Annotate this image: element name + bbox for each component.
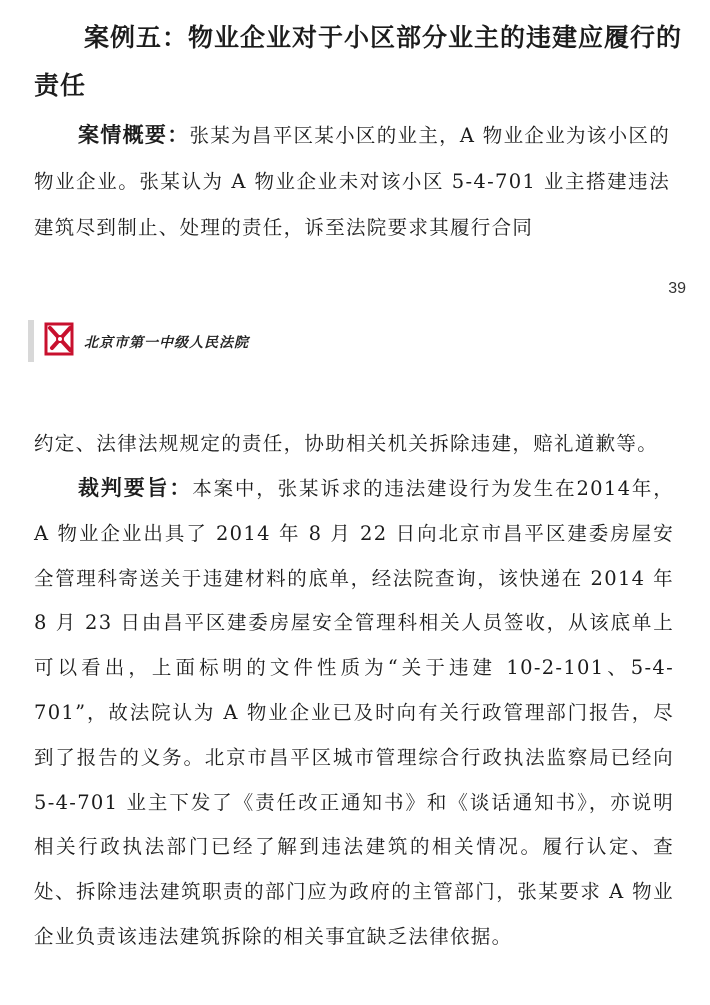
header-rule [28,320,34,362]
case-summary-paragraph [34,112,670,251]
ruling-paragraph [34,466,674,960]
ruling-text: 本案中，张某诉求的违法建设行为发生在2014年，A 物业企业出具了 2014 年 8 月 22 日向北京市昌平区建委房屋安全管理科寄送关于违建材料的底单，经法院查询，该快递在 2014 年 8 月 23 日由昌平区建委房屋安全管理科相关人员签收，从该底单上可以看出，上面标明的文件性质为“关于违建 10-2-101、5-4-701”，故法院认为 A 物业企业已及时向有关行政管理部门报告，尽到了报告的义务。北京市昌平区城市管理综合行政执法监察局已经向 5-4-701 业主下发了《责任改正通知书》和《谈话通知书》，亦说明相关行政执法部门已经了解到违法建筑的相关情况。履行认定、查处、拆除违法建筑职责的部门应为政府的主管部门，张某要求 A 物业企业负责该违法建筑拆除的相关事宜缺乏法律依据。 [34,477,674,948]
continued-paragraph: 约定、法律法规规定的责任，协助相关机关拆除违建，赔礼道歉等。 [34,432,659,455]
page-number: 39 [668,280,686,297]
ruling-label: 裁判要旨： [78,476,193,500]
case-heading: 案例五：物业企业对于小区部分业主的违建应履行的责任 [34,23,683,100]
case-summary-label: 案情概要： [78,123,190,147]
court-name: 北京市第一中级人民法院 [84,335,249,351]
court-header [28,316,678,362]
case-summary-text: 张某为昌平区某小区的业主，A 物业企业为该小区的物业企业。张某认为 A 物业企业未对该小区 5-4-701 业主搭建违法建筑尽到制止、处理的责任，诉至法院要求其履行合同 [34,124,671,239]
court-seal-icon [42,318,78,360]
